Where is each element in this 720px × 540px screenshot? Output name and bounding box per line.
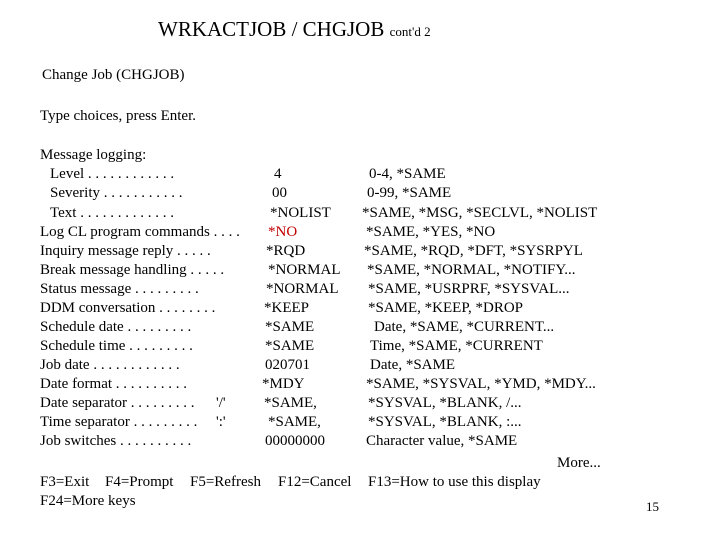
slide-title-suffix: cont'd 2 xyxy=(389,24,431,39)
level-label: Level . . . . . . . . . . . . xyxy=(50,166,175,182)
f4-prompt-key[interactable]: F4=Prompt xyxy=(105,474,174,490)
job-date-allowed: Date, *SAME xyxy=(370,357,455,373)
severity-input[interactable]: 00 xyxy=(272,185,287,201)
date-format-allowed: *SAME, *SYSVAL, *YMD, *MDY... xyxy=(366,376,596,392)
status-message-input[interactable]: *NORMAL xyxy=(266,281,339,297)
severity-label: Severity . . . . . . . . . . . xyxy=(50,185,183,201)
f13-help-key[interactable]: F13=How to use this display xyxy=(368,474,541,490)
level-allowed: 0-4, *SAME xyxy=(369,166,446,182)
text-input[interactable]: *NOLIST xyxy=(270,205,331,221)
ddm-conversation-allowed: *SAME, *KEEP, *DROP xyxy=(368,300,524,316)
schedule-date-allowed: Date, *SAME, *CURRENT... xyxy=(374,319,555,335)
f24-more-keys[interactable]: F24=More keys xyxy=(40,493,136,509)
f5-refresh-key[interactable]: F5=Refresh xyxy=(190,474,261,490)
inquiry-reply-allowed: *SAME, *RQD, *DFT, *SYSRPYL xyxy=(364,243,583,259)
time-separator-inline-value: ':' xyxy=(216,414,226,430)
schedule-date-label: Schedule date . . . . . . . . . xyxy=(40,319,192,335)
schedule-date-input[interactable]: *SAME xyxy=(265,319,315,335)
f3-exit-key[interactable]: F3=Exit xyxy=(40,474,90,490)
date-separator-allowed: *SYSVAL, *BLANK, /... xyxy=(368,395,522,411)
schedule-time-allowed: Time, *SAME, *CURRENT xyxy=(370,338,543,354)
screen-heading: Change Job (CHGJOB) xyxy=(42,67,185,83)
text-allowed: *SAME, *MSG, *SECLVL, *NOLIST xyxy=(362,205,598,221)
log-cl-commands-input[interactable]: *NO xyxy=(268,224,298,240)
date-separator-input[interactable]: *SAME, xyxy=(264,395,317,411)
job-switches-input[interactable]: 00000000 xyxy=(265,433,325,449)
job-switches-label: Job switches . . . . . . . . . . xyxy=(40,433,192,449)
f12-cancel-key[interactable]: F12=Cancel xyxy=(278,474,352,490)
break-message-input[interactable]: *NORMAL xyxy=(268,262,341,278)
inquiry-reply-label: Inquiry message reply . . . . . xyxy=(40,243,211,259)
break-message-label: Break message handling . . . . . xyxy=(40,262,225,278)
page-number: 15 xyxy=(646,499,659,514)
slide-title xyxy=(158,16,431,45)
break-message-allowed: *SAME, *NORMAL, *NOTIFY... xyxy=(367,262,576,278)
log-cl-commands-label: Log CL program commands . . . . xyxy=(40,224,240,240)
time-separator-allowed: *SYSVAL, *BLANK, :... xyxy=(368,414,522,430)
schedule-time-input[interactable]: *SAME xyxy=(265,338,315,354)
ddm-conversation-input[interactable]: *KEEP xyxy=(264,300,309,316)
time-separator-label: Time separator . . . . . . . . . xyxy=(40,414,198,430)
job-date-input[interactable]: 020701 xyxy=(265,357,310,373)
severity-allowed: 0-99, *SAME xyxy=(367,185,452,201)
job-date-label: Job date . . . . . . . . . . . . xyxy=(40,357,180,373)
date-format-input[interactable]: *MDY xyxy=(262,376,305,392)
log-cl-commands-allowed: *SAME, *YES, *NO xyxy=(366,224,496,240)
slide-title-text: WRKACTJOB / CHGJOB xyxy=(158,17,385,41)
status-message-allowed: *SAME, *USRPRF, *SYSVAL... xyxy=(368,281,570,297)
instruction-text: Type choices, press Enter. xyxy=(40,108,196,124)
more-indicator: More... xyxy=(557,455,601,471)
time-separator-input[interactable]: *SAME, xyxy=(268,414,321,430)
level-input[interactable]: 4 xyxy=(274,166,282,182)
date-format-label: Date format . . . . . . . . . . xyxy=(40,376,188,392)
status-message-label: Status message . . . . . . . . . xyxy=(40,281,199,297)
date-separator-label: Date separator . . . . . . . . . xyxy=(40,395,195,411)
job-switches-allowed: Character value, *SAME xyxy=(366,433,518,449)
text-label: Text . . . . . . . . . . . . . xyxy=(50,205,174,221)
inquiry-reply-input[interactable]: *RQD xyxy=(266,243,306,259)
message-logging-group-label: Message logging: xyxy=(40,147,147,163)
date-separator-inline-value: '/' xyxy=(216,395,226,411)
schedule-time-label: Schedule time . . . . . . . . . xyxy=(40,338,193,354)
ddm-conversation-label: DDM conversation . . . . . . . . xyxy=(40,300,216,316)
